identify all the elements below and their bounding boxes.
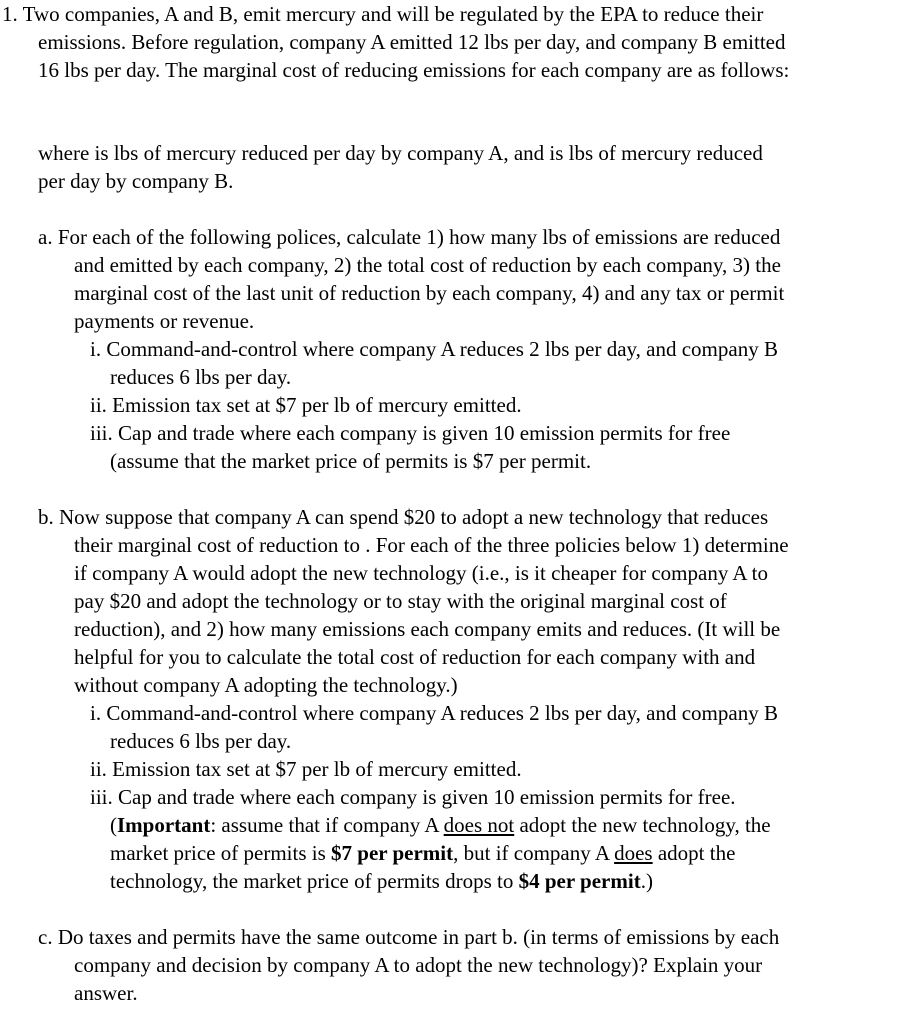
part-b-line-4: pay $20 and adopt the technology or to stay with the original marginal cost of [74,589,727,613]
part-a-iii-line-2: (assume that the market price of permits is $7 per permit. [110,449,592,473]
part-b-i-line-2: reduces 6 lbs per day. [110,729,292,753]
text: adopt the [652,841,736,865]
intro-line-2: emissions. Before regulation, company A emitted 12 lbs per day, and company B emitted [38,30,786,54]
part-b-ii-line-1: ii. Emission tax set at $7 per lb of mercury emitted. [90,757,522,781]
does-underlined: does [614,841,653,865]
part-b-iii-line-1: iii. Cap and trade where each company is given 10 emission permits for free. [90,785,736,809]
text: technology, the market price of permits drops to [110,869,519,893]
paren-open: ( [110,813,117,837]
part-b-line-7: without company A adopting the technology.) [74,673,458,697]
part-b-iii-line-3 [110,839,735,867]
text: market price of permits is [110,841,332,865]
part-a-line-3: marginal cost of the last unit of reduction by each company, 4) and any tax or permit [74,281,785,305]
part-a-i-line-1: i. Command-and-control where company A reduces 2 lbs per day, and company B [90,337,778,361]
text: .) [640,869,653,893]
part-a-line-1: a. For each of the following polices, calculate 1) how many lbs of emissions are reduced [38,225,781,249]
part-a-line-2: and emitted by each company, 2) the total cost of reduction by each company, 3) the [74,253,781,277]
part-b-line-6: helpful for you to calculate the total cost of reduction for each company with and [74,645,756,669]
important-label: Important [117,813,211,837]
part-b-line-2: their marginal cost of reduction to . For each of the three policies below 1) determine [74,533,789,557]
where-line-2: per day by company B. [38,169,234,193]
part-a-ii-line-1: ii. Emission tax set at $7 per lb of mercury emitted. [90,393,522,417]
where-line-1: where is lbs of mercury reduced per day by company A, and is lbs of mercury reduced [38,141,763,165]
text: adopt the new technology, the [514,813,771,837]
part-b-iii-line-4 [110,867,653,895]
does-not-underlined: does not [443,813,515,837]
part-a-i-line-2: reduces 6 lbs per day. [110,365,292,389]
intro-line-3: 16 lbs per day. The marginal cost of reducing emissions for each company are as follows: [38,58,790,82]
part-b-iii-line-2 [110,811,771,839]
text: : assume that if company A [210,813,444,837]
price-4-bold: $4 per permit [518,869,641,893]
part-b-line-3: if company A would adopt the new technology (i.e., is it cheaper for company A to [74,561,769,585]
text: , but if company A [453,841,615,865]
part-a-line-4: payments or revenue. [74,309,255,333]
part-c-line-3: answer. [74,981,138,1005]
part-b-line-5: reduction), and 2) how many emissions each company emits and reduces. (It will be [74,617,781,641]
part-a-iii-line-1: iii. Cap and trade where each company is given 10 emission permits for free [90,421,731,445]
part-b-i-line-1: i. Command-and-control where company A reduces 2 lbs per day, and company B [90,701,778,725]
price-7-bold: $7 per permit [331,841,454,865]
part-c-line-2: company and decision by company A to adopt the new technology)? Explain your [74,953,763,977]
intro-line-1: 1. Two companies, A and B, emit mercury and will be regulated by the EPA to reduce their [2,2,764,26]
part-c-line-1: c. Do taxes and permits have the same outcome in part b. (in terms of emissions by each [38,925,780,949]
part-b-line-1: b. Now suppose that company A can spend $20 to adopt a new technology that reduces [38,505,769,529]
